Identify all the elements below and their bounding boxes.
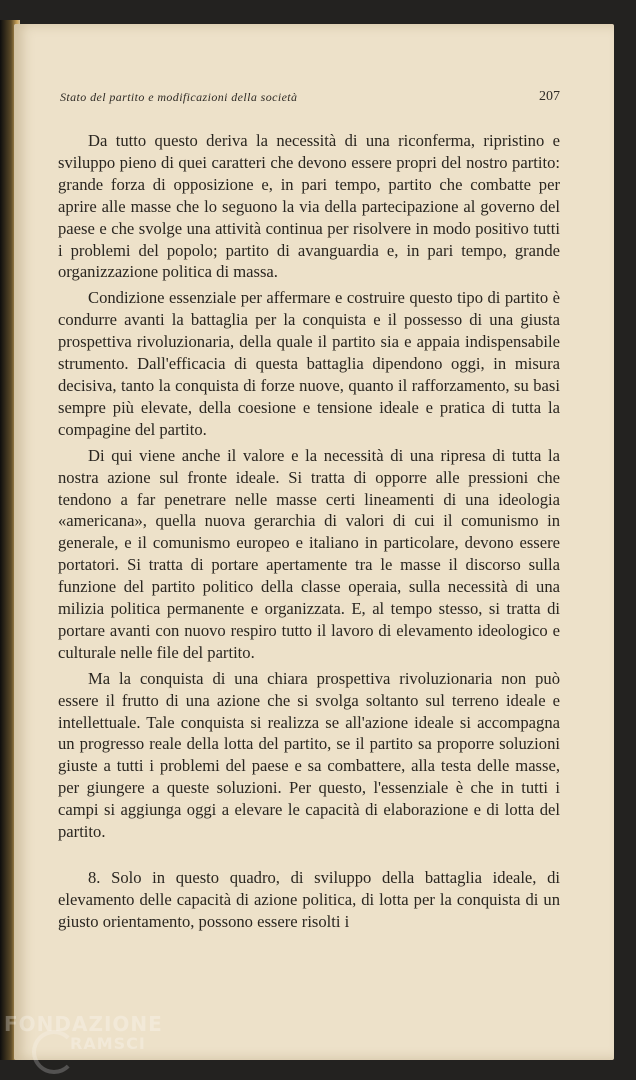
running-head: Stato del partito e modificazioni della società: [60, 90, 298, 104]
page-number: 207: [539, 89, 560, 104]
page-header: [60, 86, 560, 108]
watermark-logo: [4, 1010, 164, 1070]
watermark-text-line2: RAMSCI: [70, 1034, 146, 1053]
paragraph-4: Ma la conquista di una chiara prospettiva rivoluzionaria non può essere il frutto di una azione che si svolga soltanto sul terreno ideale e intellettuale. Tale conquista si realizza se all'azione ideale si accompagna un progresso reale della lotta del partito, se il partito sa proporre soluzioni giuste a tutti i problemi del paese e sa combattere, alla testa delle masse, per giungere a queste soluzioni. Per questo, l'essenziale è che in tutti i campi si aggiunga oggi a elevare le capacità di elaborazione e di lotta del partito.: [58, 668, 560, 842]
paragraph-2: Condizione essenziale per affermare e costruire questo tipo di partito è condurre avanti la battaglia per la conquista e il possesso di una giusta prospettiva rivoluzionaria, della quale il partito sia e appaia indispensabile strumento. Dall'efficacia di questa battaglia dipendono oggi, in misura decisiva, tanto la conquista di forze nuove, quanto il rafforzamento, su basi sempre più elevate, della coesione e tensione ideale e pratica di tutta la compagine del partito.: [58, 288, 560, 439]
paragraph-section-8: 8. Solo in questo quadro, di sviluppo della battaglia ideale, di elevamento delle capacità di azione politica, di lotta per la conquista di un giusto orientamento, possono essere risolti i: [58, 868, 560, 931]
body-text: [58, 130, 560, 937]
book-page: [14, 24, 614, 1060]
watermark-text-line1: FONDAZIONE: [4, 1012, 163, 1036]
paragraph-1: Da tutto questo deriva la necessità di una riconferma, ripristino e sviluppo pieno di quei caratteri che devono essere propri del nostro partito: grande forza di opposizione e, in pari tempo, partito che combatte per aprire alle masse che lo seguono la via della partecipazione al governo del paese e che svolge una attività continua per risolvere in modo positivo tutti i problemi del popolo; partito di avanguardia e, in pari tempo, grande organizzazione politica di massa.: [58, 131, 560, 282]
paragraph-3: Di qui viene anche il valore e la necessità di una ripresa di tutta la nostra azione sul fronte ideale. Si tratta di opporre alle pressioni che tendono a far penetrare nelle masse certi lineamenti di una ideologia «americana», quella nuova gerarchia di valori di cui il comunismo in generale, e il comunismo europeo e italiano in particolare, devono essere portatori. Si tratta di portare apertamente tra le masse il discorso sulla funzione del partito politico della classe operaia, sulla necessità di una milizia politica permanente e organizzata. E, al tempo stesso, si tratta di portare avanti con nuovo respiro tutto il lavoro di elevamento ideologico e culturale nelle file del partito.: [58, 445, 560, 662]
